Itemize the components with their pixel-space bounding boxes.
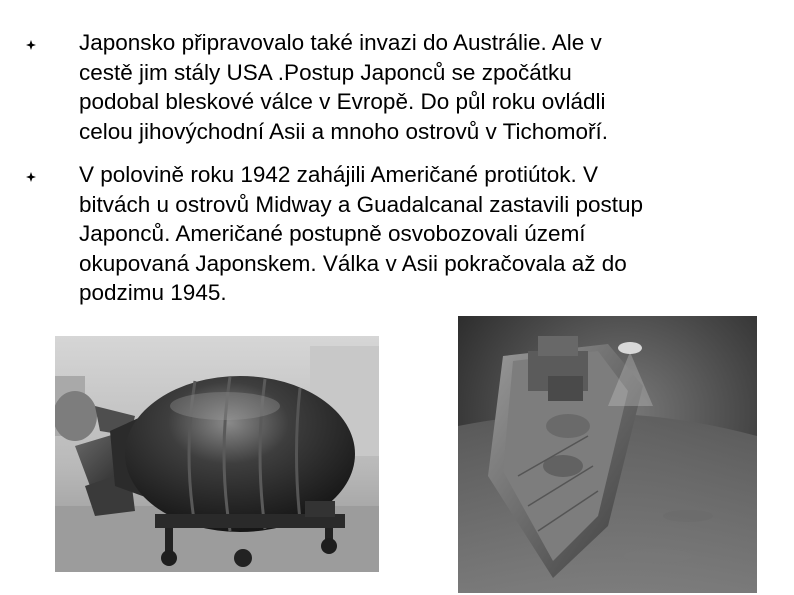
bomb-photo <box>55 336 379 572</box>
bullet-line: podobal bleskové válce v Evropě. Do půl roku ovládli <box>79 89 606 114</box>
diamond-bullet-icon <box>26 172 36 182</box>
bullet-line: bitvách u ostrovů Midway a Guadalcanal zastavili postup <box>79 191 644 217</box>
bullet-line: Japonců. Američané postupně osvobozovali území <box>79 221 586 246</box>
bullet-line: celou jihovýchodní Asii a mnoho ostrovů v Tichomoří. <box>79 118 609 144</box>
shipwreck-photo <box>458 316 757 593</box>
bullet-line: okupovaná Japonskem. Válka v Asii pokračovala až do <box>79 250 627 276</box>
bullet-line: podzimu 1945. <box>79 280 227 305</box>
bullet-line: V polovině roku 1942 zahájili Američané protiútok. V <box>79 162 599 187</box>
bullet-text <box>79 160 762 308</box>
bullet-list <box>22 28 762 322</box>
bullet-item <box>22 28 762 146</box>
bullet-line: cestě jim stály USA .Postup Japonců se zpočátku <box>79 59 572 85</box>
bullet-line: Japonsko připravovalo také invazi do Austrálie. Ale v <box>79 30 602 55</box>
bullet-text <box>79 28 762 146</box>
bullet-item <box>22 160 762 308</box>
diamond-bullet-icon <box>26 40 36 50</box>
